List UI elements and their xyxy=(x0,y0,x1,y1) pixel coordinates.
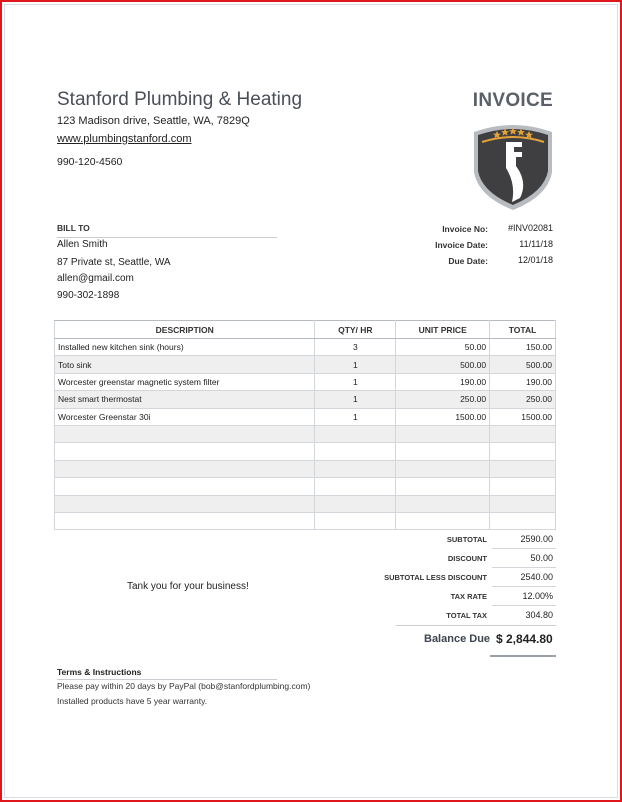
discount-label: DISCOUNT xyxy=(447,554,487,563)
item-total: 500.00 xyxy=(490,356,556,373)
table-row xyxy=(55,391,556,408)
item-qty: 1 xyxy=(315,408,396,425)
item-qty xyxy=(315,478,396,495)
summary-divider xyxy=(492,586,556,587)
item-qty xyxy=(315,425,396,442)
item-unit-price xyxy=(396,460,490,477)
table-row xyxy=(55,512,556,529)
balance-due-value: $ 2,844.80 xyxy=(496,632,553,646)
table-row xyxy=(55,443,556,460)
bill-to-address: 87 Private st, Seattle, WA xyxy=(57,257,171,268)
subtotal-less-discount-label: SUBTOTAL LESS DISCOUNT xyxy=(384,573,487,582)
balance-due-label: Balance Due xyxy=(424,633,491,645)
subtotal-label: SUBTOTAL xyxy=(446,535,487,544)
due-date-label: Due Date: xyxy=(448,256,488,266)
summary-divider xyxy=(492,567,556,568)
total-tax-value: 304.80 xyxy=(525,610,553,620)
item-qty: 1 xyxy=(315,373,396,390)
item-qty xyxy=(315,460,396,477)
invoice-date-label: Invoice Date: xyxy=(435,240,488,250)
item-description: Installed new kitchen sink (hours) xyxy=(55,339,315,356)
item-description xyxy=(55,512,315,529)
subtotal-value: 2590.00 xyxy=(520,534,553,544)
item-unit-price xyxy=(396,425,490,442)
table-row xyxy=(55,339,556,356)
terms-line: Installed products have 5 year warranty. xyxy=(57,696,208,706)
item-total xyxy=(490,443,556,460)
balance-underline xyxy=(490,655,556,657)
item-total xyxy=(490,425,556,442)
item-unit-price xyxy=(396,478,490,495)
item-qty: 1 xyxy=(315,356,396,373)
company-website-link[interactable]: www.plumbingstanford.com xyxy=(57,133,192,145)
pipe-wrench-shield-icon xyxy=(470,120,556,212)
table-row xyxy=(55,373,556,390)
item-total xyxy=(490,495,556,512)
item-unit-price xyxy=(396,443,490,460)
item-unit-price: 50.00 xyxy=(396,339,490,356)
table-row xyxy=(55,356,556,373)
item-qty xyxy=(315,443,396,460)
item-unit-price: 1500.00 xyxy=(396,408,490,425)
item-total: 1500.00 xyxy=(490,408,556,425)
company-address: 123 Madison drive, Seattle, WA, 7829Q xyxy=(57,115,250,127)
terms-line: Please pay within 20 days by PayPal (bob@stanfordplumbing.com) xyxy=(57,681,311,691)
item-qty: 3 xyxy=(315,339,396,356)
item-total xyxy=(490,460,556,477)
bill-to-name: Allen Smith xyxy=(57,239,108,250)
summary-divider xyxy=(492,605,556,606)
item-unit-price: 500.00 xyxy=(396,356,490,373)
bill-to-phone: 990-302-1898 xyxy=(57,290,120,301)
item-total xyxy=(490,512,556,529)
item-description xyxy=(55,443,315,460)
subtotal-less-discount-value: 2540.00 xyxy=(520,572,553,582)
invoice-number-label: Invoice No: xyxy=(442,224,488,234)
item-description xyxy=(55,460,315,477)
tax-rate-value: 12.00% xyxy=(522,591,553,601)
table-header-row xyxy=(55,321,556,339)
item-qty xyxy=(315,495,396,512)
bill-to-email: allen@gmail.com xyxy=(57,273,134,284)
item-description: Worcester greenstar magnetic system filter xyxy=(55,373,315,390)
thank-you-note: Tank you for your business! xyxy=(127,581,249,592)
company-name: Stanford Plumbing & Heating xyxy=(57,89,303,110)
item-total: 250.00 xyxy=(490,391,556,408)
item-unit-price xyxy=(396,512,490,529)
item-description: Worcester Greenstar 30i xyxy=(55,408,315,425)
balance-divider xyxy=(396,625,556,626)
item-total: 190.00 xyxy=(490,373,556,390)
line-items-table xyxy=(54,320,556,530)
item-description xyxy=(55,425,315,442)
due-date-value: 12/01/18 xyxy=(517,255,553,265)
item-unit-price: 190.00 xyxy=(396,373,490,390)
item-description xyxy=(55,478,315,495)
item-total xyxy=(490,478,556,495)
item-total: 150.00 xyxy=(490,339,556,356)
tax-rate-label: TAX RATE xyxy=(450,592,487,601)
table-row xyxy=(55,478,556,495)
table-row xyxy=(55,460,556,477)
discount-value: 50.00 xyxy=(530,553,553,563)
column-header-total: TOTAL xyxy=(490,321,556,339)
item-qty xyxy=(315,512,396,529)
invoice-number-value: #INV02081 xyxy=(507,223,553,233)
item-unit-price: 250.00 xyxy=(396,391,490,408)
column-header-unit-price: UNIT PRICE xyxy=(396,321,490,339)
company-phone: 990-120-4560 xyxy=(57,156,123,168)
table-row xyxy=(55,495,556,512)
item-description: Nest smart thermostat xyxy=(55,391,315,408)
invoice-title: INVOICE xyxy=(472,90,553,111)
summary-divider xyxy=(492,548,556,549)
item-description xyxy=(55,495,315,512)
item-qty: 1 xyxy=(315,391,396,408)
bill-to-heading: BILL TO xyxy=(57,223,277,238)
terms-heading: Terms & Instructions xyxy=(57,667,277,680)
invoice-date-value: 11/11/18 xyxy=(519,239,553,249)
item-unit-price xyxy=(396,495,490,512)
column-header-qty: QTY/ HR xyxy=(315,321,396,339)
table-row xyxy=(55,425,556,442)
column-header-description: DESCRIPTION xyxy=(55,321,315,339)
total-tax-label: TOTAL TAX xyxy=(446,611,487,620)
item-description: Toto sink xyxy=(55,356,315,373)
table-row xyxy=(55,408,556,425)
